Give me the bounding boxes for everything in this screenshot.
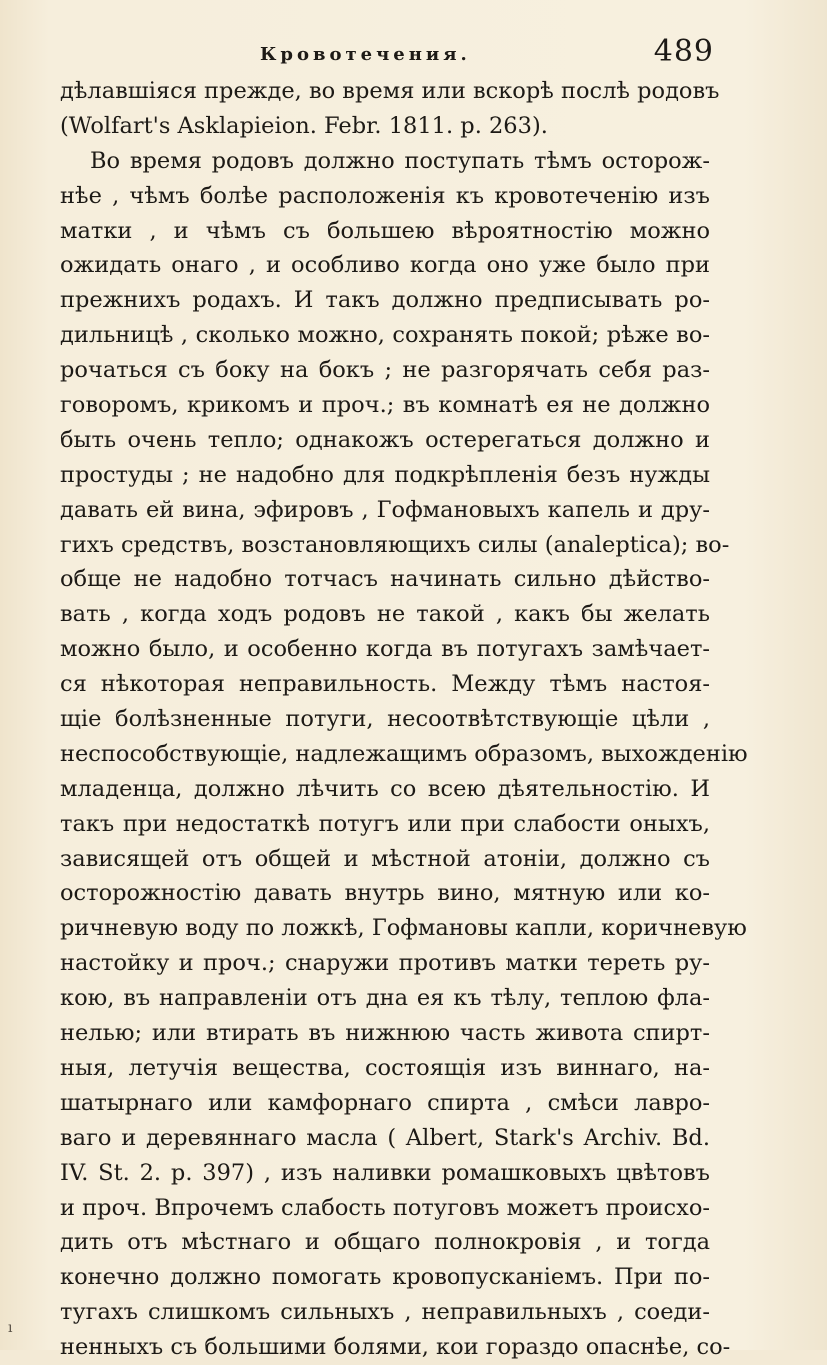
text-line: зависящей отъ общей и мѣстной атоніи, должно съ <box>60 845 710 872</box>
text-line: ся нѣкоторая неправильность. Между тѣмъ настоя- <box>60 671 710 698</box>
text-line: настойку и проч.; снаружи противъ матки тереть ру- <box>60 950 710 977</box>
text-line: ричневую воду по ложкѣ, Гофмановы капли, коричневую <box>60 915 747 942</box>
text-line: щіе болѣзненные потуги, несоотвѣтствующіе цѣли , <box>60 706 710 733</box>
text-line: тугахъ слишкомъ сильныхъ , неправильныхъ , соеди- <box>60 1299 710 1326</box>
text-line: нелью; или втирать въ нижнюю часть живота спирт- <box>60 1020 710 1047</box>
text-line: ваго и деревяннаго масла ( Albert, Stark's Archiv. Bd. <box>60 1124 710 1151</box>
text-line: младенца, должно лѣчить со всею дѣятельностію. И <box>60 775 710 802</box>
page-number: 489 <box>653 34 714 69</box>
text-line: и проч. Впрочемъ слабость потуговъ можетъ происхо- <box>60 1194 710 1221</box>
text-line: рочаться съ боку на бокъ ; не разгорячать себя раз- <box>60 357 710 384</box>
text-line: ныя, летучія вещества, состоящія изъ виннаго, на- <box>60 1054 710 1081</box>
text-line: быть очень тепло; однакожъ остерегаться должно и <box>60 426 710 453</box>
text-line: осторожностію давать внутрь вино, мятную или ко- <box>60 880 710 907</box>
running-title: Кровотечения. <box>260 44 471 65</box>
text-line: говоромъ, крикомъ и проч.; въ комнатѣ ея не должно <box>60 392 710 419</box>
text-line: обще не надобно тотчасъ начинать сильно дѣйство- <box>60 566 710 593</box>
text-line: простуды ; не надобно для подкрѣпленія безъ нужды <box>60 461 710 488</box>
text-line: неспособствующіе, надлежащимъ образомъ, выхожденію <box>60 740 748 767</box>
text-line: нѣе , чѣмъ болѣе расположенія къ кровотеченію изъ <box>60 182 710 209</box>
text-line: ожидать онаго , и особливо когда оно уже было при <box>60 252 710 279</box>
text-line: (Wolfart's Asklapieion. Febr. 1811. p. 263). <box>60 112 548 139</box>
text-line: матки , и чѣмъ съ большею вѣроятностію можно <box>60 217 710 244</box>
text-line: Во время родовъ должно поступать тѣмъ осторож- <box>90 147 710 174</box>
text-line: такъ при недостаткѣ потугъ или при слабости оныхъ, <box>60 810 710 837</box>
text-line: ненныхъ съ большими болями, кои гораздо опаснѣе, со- <box>60 1334 731 1361</box>
page-header <box>60 34 714 74</box>
text-line: гихъ средствъ, возстановляющихъ силы (analeptica); во- <box>60 531 730 558</box>
margin-mark: ı <box>8 1320 13 1336</box>
text-line: кою, въ направленіи отъ дна ея къ тѣлу, теплою фла- <box>60 985 710 1012</box>
text-line: можно было, и особенно когда въ потугахъ замѣчает- <box>60 636 710 663</box>
text-line: дѣлавшіяся прежде, во время или вскорѣ послѣ родовъ <box>60 78 720 104</box>
body-text <box>60 74 748 1365</box>
text-line: шатырнаго или камфорнаго спирта , смѣси лавро- <box>60 1089 710 1116</box>
text-line: дить отъ мѣстнаго и общаго полнокровія , и тогда <box>60 1229 710 1256</box>
text-line: конечно должно помогать кровопусканіемъ. При по- <box>60 1264 710 1291</box>
text-line: дильницѣ , сколько можно, сохранять покой; рѣже во- <box>60 322 710 349</box>
text-line: вать , когда ходъ родовъ не такой , какъ бы желать <box>60 601 710 628</box>
text-line: IV. St. 2. p. 397) , изъ наливки ромашковыхъ цвѣтовъ <box>60 1159 710 1186</box>
text-line: прежнихъ родахъ. И такъ должно предписывать ро- <box>60 287 710 314</box>
text-line: давать ей вина, эфировъ , Гофмановыхъ капель и дру- <box>60 496 710 523</box>
